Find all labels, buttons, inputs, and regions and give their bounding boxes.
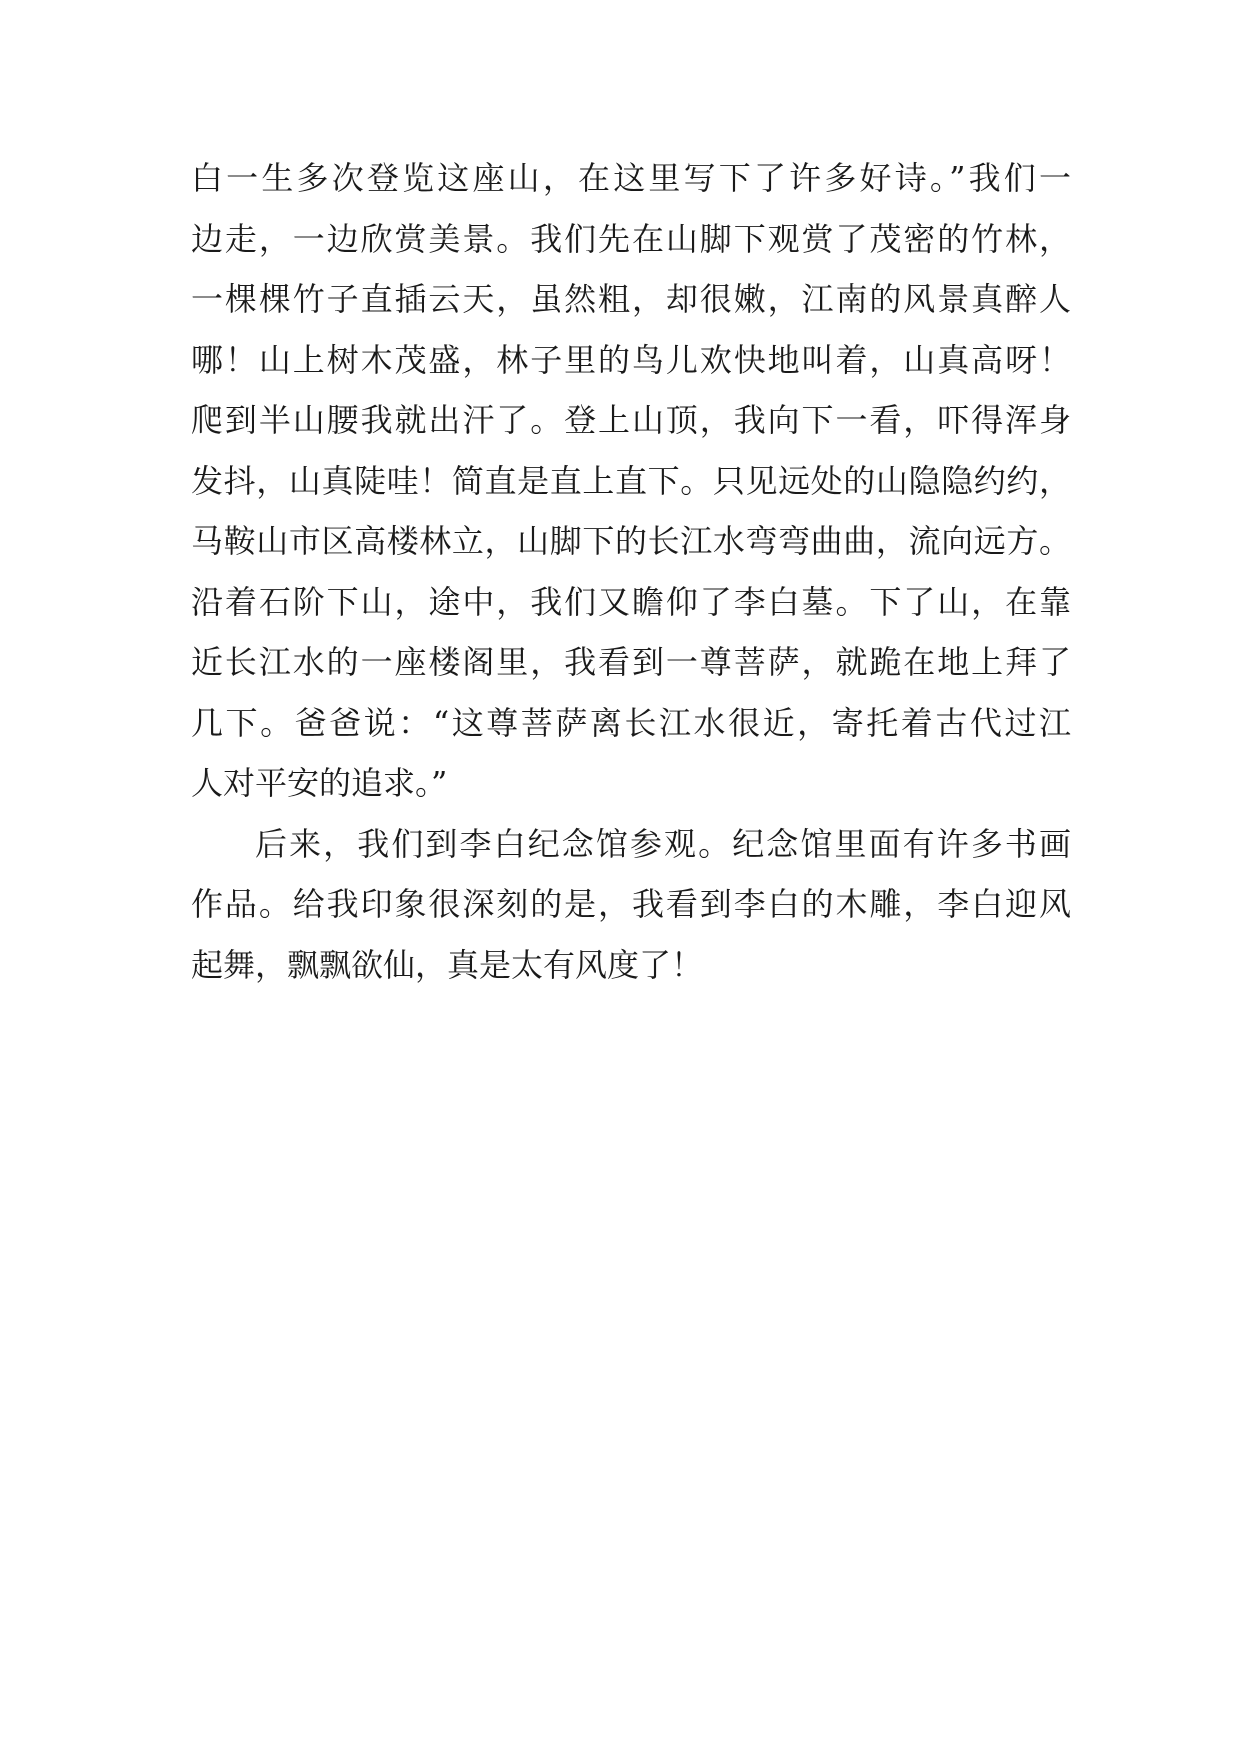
text-line: 马鞍山市区高楼林立，山脚下的长江水弯弯曲曲，流向远方。 — [191, 522, 1071, 560]
text-line: 起舞，飘飘欲仙，真是太有风度了！ — [191, 945, 704, 984]
text-line: 白一生多次登览这座山，在这里写下了许多好诗。”我们一 — [191, 159, 1071, 197]
paragraph-2 — [191, 826, 1071, 984]
text-line: 边走，一边欣赏美景。我们先在山脚下观赏了茂密的竹林， — [191, 219, 1071, 258]
body-text — [191, 160, 1071, 1007]
text-line: 哪！山上树木茂盛，林子里的鸟儿欢快地叫着，山真高呀！ — [191, 340, 1071, 379]
text-line: 几下。爸爸说：“这尊菩萨离长江水很近，寄托着古代过江 — [191, 703, 1071, 742]
text-line: 近长江水的一座楼阁里，我看到一尊菩萨，就跪在地上拜了 — [191, 643, 1071, 681]
text-line: 作品。给我印象很深刻的是，我看到李白的木雕，李白迎风 — [191, 885, 1071, 923]
text-line: 沿着石阶下山，途中，我们又瞻仰了李白墓。下了山，在靠 — [191, 582, 1071, 621]
text-line: 人对平安的追求。” — [191, 764, 448, 802]
text-line: 后来，我们到李白纪念馆参观。纪念馆里面有许多书画 — [255, 824, 1071, 863]
text-line: 爬到半山腰我就出汗了。登上山顶，我向下一看，吓得浑身 — [191, 401, 1071, 439]
text-line: 发抖，山真陡哇！简直是直上直下。只见远处的山隐隐约约， — [191, 461, 1071, 500]
paragraph-1 — [191, 160, 1071, 802]
text-line: 一棵棵竹子直插云天，虽然粗，却很嫩，江南的风景真醉人 — [191, 280, 1071, 318]
